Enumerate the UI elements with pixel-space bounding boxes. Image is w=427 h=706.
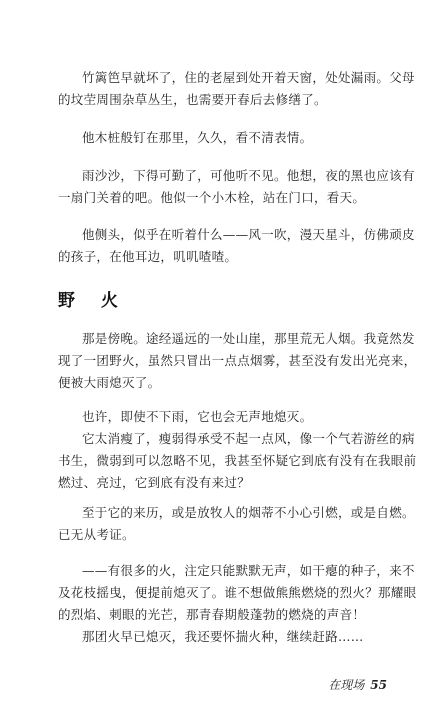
text-line: 他侧头，似乎在听着什么——风一吹，漫天星斗，仿佛顽皮 <box>82 227 415 242</box>
page-number: 55 <box>370 678 387 692</box>
text-line: 也许，即使不下雨，它也会无声地熄灭。 <box>82 409 313 424</box>
text-line: 它太消瘦了，瘦弱得承受不起一点风，像一个气若游丝的病 <box>82 431 415 446</box>
text-line: 便被大雨熄灭了。 <box>58 375 161 390</box>
text-line: 一扇门关着的吧。他似一个小木栓，站在门口，看天。 <box>58 190 366 205</box>
paragraph <box>58 127 358 149</box>
text-line: 已无从考证。 <box>58 527 135 542</box>
text-line: 他木桩般钉在那里，久久，看不清表情。 <box>82 130 313 145</box>
text-line: 的坟茔周围杂草丛生，也需要开春后去修缮了。 <box>58 92 327 107</box>
text-line: 竹篱笆早就坏了，住的老屋到处开着天窗，处处漏雨。父母 <box>82 70 415 85</box>
paragraph <box>58 406 417 494</box>
text-line: 及花枝摇曳，便提前熄灭了。谁不想做熊熊燃烧的烈火？那耀眼 <box>58 585 417 600</box>
text-line: 至于它的来历，或是放牧人的烟蒂不小心引燃，或是自燃。 <box>82 505 415 520</box>
paragraph <box>58 224 415 268</box>
text-line: 的孩子，在他耳边，叽叽喳喳。 <box>58 249 238 264</box>
paragraph <box>58 67 415 111</box>
page-footer <box>328 676 387 693</box>
paragraph <box>58 502 415 546</box>
paragraph <box>58 328 417 394</box>
text-line: 现了一团野火，虽然只冒出一点点烟雾，甚至没有发出光亮来， <box>58 353 417 368</box>
text-line: 书生，微弱到可以忽略不见，我甚至怀疑它到底有没有在我眼前 <box>58 453 417 468</box>
text-line: 雨沙沙，下得可勤了，可他听不见。他想，夜的黑也应该有 <box>82 168 415 183</box>
text-line: 燃过、亮过，它到底有没有来过？ <box>58 475 251 490</box>
text-line: 的烈焰、刺眼的光芒，那青春期般蓬勃的燃烧的声音！ <box>58 607 366 622</box>
paragraph <box>58 560 417 648</box>
text-line: 那团火早已熄灭，我还要怀揣火种，继续赶路…… <box>82 629 364 644</box>
paragraph <box>58 165 415 209</box>
journal-name: 在现场 <box>328 678 365 692</box>
section-title: 野 火 <box>58 291 128 311</box>
text-line: 那是傍晚。途经遥远的一处山崖，那里荒无人烟。我竟然发 <box>82 331 415 346</box>
text-line: ——有很多的火，注定只能默默无声，如干瘪的种子，来不 <box>82 563 415 578</box>
